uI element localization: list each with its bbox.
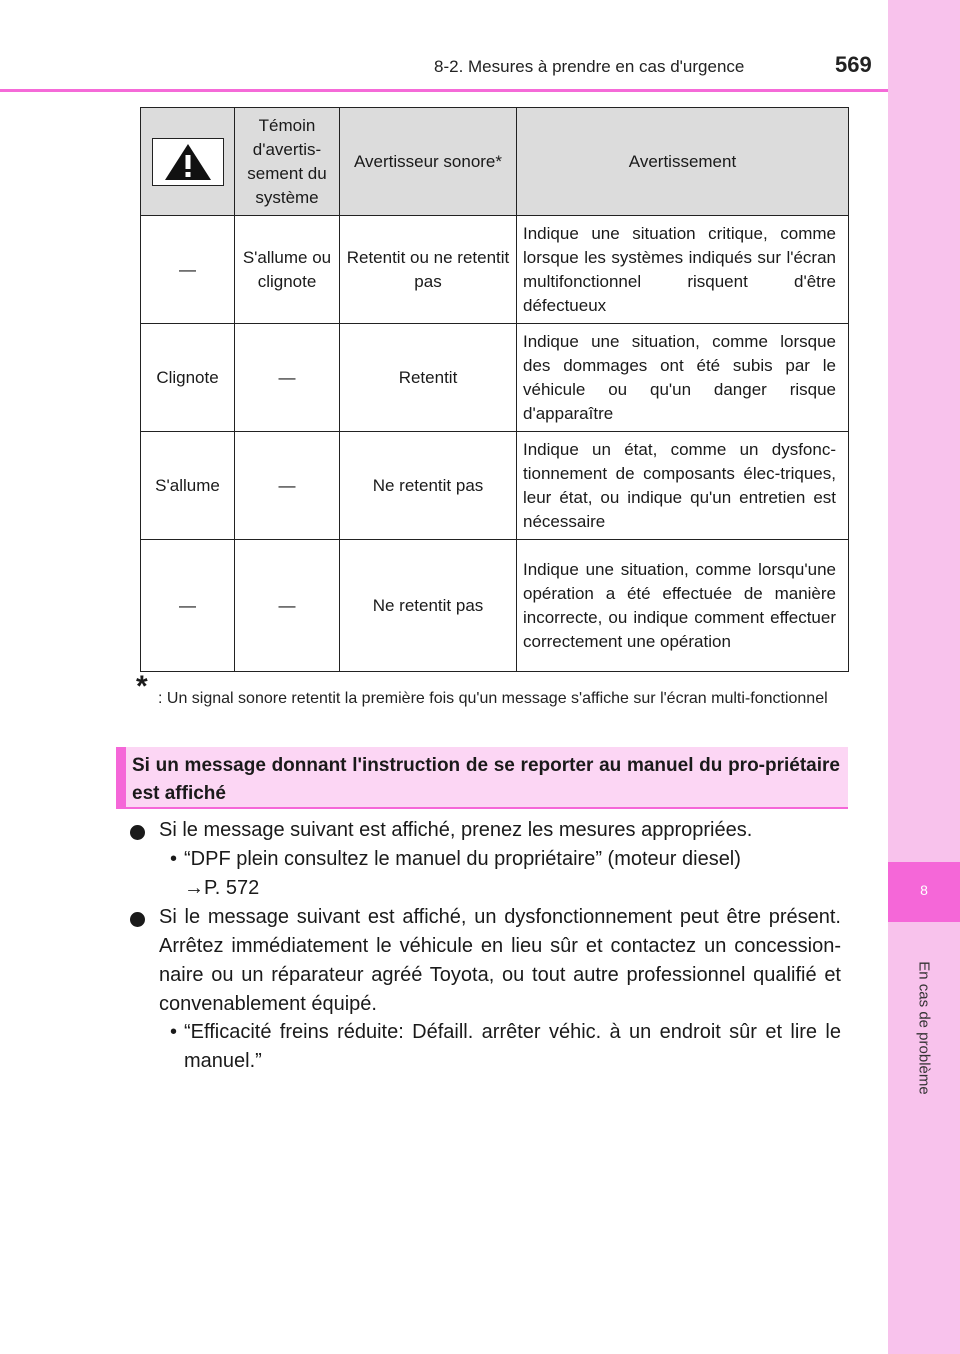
sub-bullet-text: “DPF plein consultez le manuel du propriétaire” (moteur diesel) [184,848,741,870]
table-row [141,324,849,432]
header-avertisseur: Avertisseur sonore* [340,108,517,216]
cell-col4: Indique une situation critique, comme lorsque les systèmes indiqués sur l'écran multifonctionnel risquent d'être défectueux [517,216,849,324]
cell-col4: Indique une situation, comme lorsque des dommages ont été subis par le véhicule ou qu'un danger risque d'apparaître [517,324,849,432]
cell-col3: Retentit ou ne retentit pas [340,216,517,324]
cell-col1: — [141,216,235,324]
section-heading: Si un message donnant l'instruction de se reporter au manuel du pro-priétaire est affiché [132,755,840,804]
section-heading-bar [116,747,126,808]
cell-col2: S'allume ou clignote [235,216,340,324]
cell-col3: Ne retentit pas [340,432,517,540]
bullet-dot [130,912,145,927]
page-reference-link[interactable]: →P. 572 [184,877,260,899]
cell-col4: Indique une situation, comme lorsqu'une opération a été effectuée de manière incorrecte, ou indique comment effectuer correctement une opération [517,540,849,672]
warning-table [140,107,849,672]
bullet-dot [130,825,145,840]
page-number: 569 [835,52,872,77]
header-rule [0,89,888,92]
cell-col2: — [235,540,340,672]
bullet-text: Si le message suivant est affiché, un dysfonctionnement peut être présent. Arrêtez immédiatement le véhicule en lieu sûr et contactez un concession-naire ou un réparateur agréé Toyota, ou tout autre professionnel qualifié et convenablement équipé. [159,906,841,1015]
header-icon-cell [141,108,235,216]
header-temoin: Témoin d'avertis-sement du système [235,108,340,216]
chapter-side-tab [888,0,960,1354]
bullet-text: Si le message suivant est affiché, prenez les mesures appropriées. [159,819,753,841]
sub-bullet-text: “Efficacité freins réduite: Défaill. arrêter véhic. à un endroit sûr et lire le manuel.” [184,1021,841,1072]
cell-col3: Retentit [340,324,517,432]
table-row [141,216,849,324]
cell-col1: — [141,540,235,672]
sub-bullet-dot: • [170,848,178,870]
cell-col2: — [235,324,340,432]
cell-col3: Ne retentit pas [340,540,517,672]
header-avertissement: Avertissement [517,108,849,216]
footnote-text: : Un signal sonore retentit la première fois qu'un message s'affiche sur l'écran multi-fonctionnel [158,690,828,707]
sub-bullet-dot: • [170,1021,178,1043]
cell-col4: Indique un état, comme un dysfonc-tionnement de composants élec-triques, leur état, ou indique qu'un entretien est nécessaire [517,432,849,540]
cell-col2: — [235,432,340,540]
table-row [141,432,849,540]
section-title: 8-2. Mesures à prendre en cas d'urgence [434,57,745,76]
chapter-number: 8 [920,882,928,898]
warning-triangle-icon [152,138,224,186]
table-header-row [141,108,849,216]
cell-col1: S'allume [141,432,235,540]
cell-col1: Clignote [141,324,235,432]
footnote-marker: * [136,670,148,703]
table-row [141,540,849,672]
chapter-label: En cas de problème [915,961,933,1095]
